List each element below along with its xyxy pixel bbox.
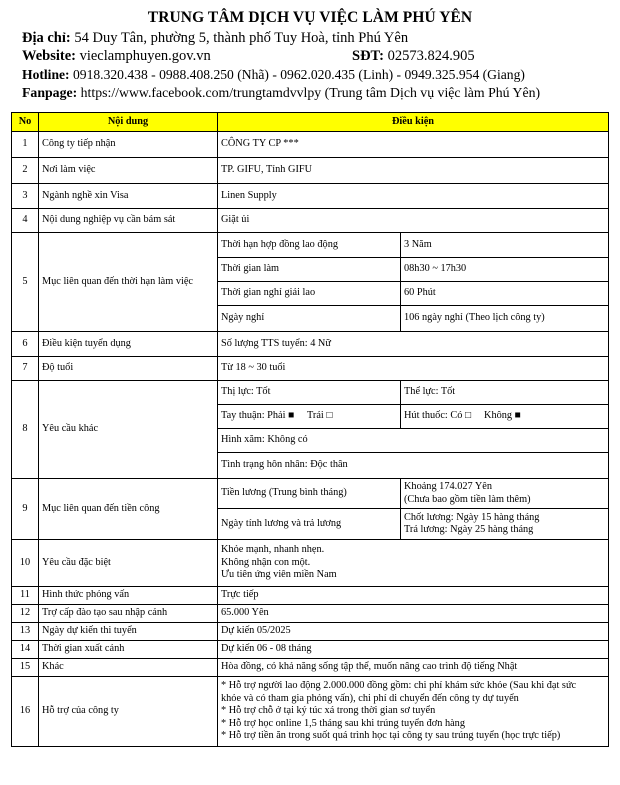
sub-value: 3 Năm [401,233,609,258]
table-row [12,623,609,641]
payday-close: Chốt lương: Ngày 15 hàng tháng [404,511,540,523]
row-label: Khác [39,659,218,677]
sub-value: 106 ngày nghỉ (Theo lịch công ty) [401,306,609,332]
table-row [12,605,609,623]
smoke-yes-checkbox: □ [464,410,472,422]
row-value: CÔNG TY CP *** [218,132,609,158]
handedness-cell [218,405,401,429]
sdt-label: SĐT: [352,48,384,64]
row-number: 14 [12,641,39,659]
table-row [12,479,609,509]
sub-label: Thời gian nghỉ giải lao [218,282,401,306]
row-label: Mục liên quan đến thời hạn làm việc [39,233,218,332]
row-value: TP. GIFU, Tỉnh GIFU [218,158,609,184]
table-row [12,233,609,258]
table-row [12,158,609,184]
table-row [12,357,609,381]
table-row [12,677,609,747]
address-label: Địa chỉ: [22,30,71,46]
row-number: 1 [12,132,39,158]
row-number: 11 [12,587,39,605]
row-number: 13 [12,623,39,641]
website-line [22,47,620,65]
row-label: Hình thức phỏng vấn [39,587,218,605]
row-label: Mục liên quan đến tiền công [39,479,218,540]
table-row [12,184,609,209]
hotline-label: Hotline: [22,67,70,82]
fanpage-value[interactable]: https://www.facebook.com/trungtamdvvlpy (Trung tâm Dịch vụ việc làm Phú Yên) [80,85,541,100]
header-condition: Điều kiện [218,113,609,132]
row-label: Yêu cầu đặc biệt [39,540,218,587]
row-number: 10 [12,540,39,587]
payday-value [401,509,609,540]
table-row [12,641,609,659]
row-value: Dự kiến 05/2025 [218,623,609,641]
fanpage-line [22,84,540,102]
row-value: Từ 18 ~ 30 tuổi [218,357,609,381]
payday-pay: Trả lương: Ngày 25 hàng tháng [404,524,534,535]
header-content: Nội dung [39,113,218,132]
row-number: 4 [12,209,39,233]
row-number: 3 [12,184,39,209]
table-row [12,587,609,605]
row-number: 2 [12,158,39,184]
row-value: Giặt ủi [218,209,609,233]
hotline-value: 0918.320.438 - 0988.408.250 (Nhã) - 0962.020.435 (Linh) - 0949.325.954 (Giang) [72,67,525,82]
support-line: * Hỗ trợ học online 1,5 tháng sau khi trúng tuyển đơn hàng [221,717,465,729]
row-label: Ngày dự kiến thi tuyển [39,623,218,641]
salary-value [401,479,609,509]
row-label: Độ tuổi [39,357,218,381]
phone-block [352,47,475,65]
support-line: * Hỗ trợ chỗ ở tại ký túc xá trong thời gian sơ tuyển [221,705,436,717]
strength-cell: Thể lực: Tốt [401,381,609,405]
special-line: Ưu tiên ứng viên miền Nam [221,569,337,581]
row-label: Thời gian xuất cảnh [39,641,218,659]
row-number: 15 [12,659,39,677]
row-label: Ngành nghề xin Visa [39,184,218,209]
smoke-label: Hút thuốc: Có [404,410,463,422]
row-value: Dự kiến 06 - 08 tháng [218,641,609,659]
row-number: 8 [12,381,39,479]
address-value: 54 Duy Tân, phường 5, thành phố Tuy Hoà, tỉnh Phú Yên [74,30,409,46]
table-row [12,132,609,158]
sub-label: Thời hạn hợp đồng lao động [218,233,401,258]
special-line: Khỏe mạnh, nhanh nhẹn. [221,544,325,556]
sub-label: Thời gian làm [218,258,401,282]
salary-label: Tiền lương (Trung bình tháng) [218,479,401,509]
row-label: Công ty tiếp nhận [39,132,218,158]
sdt-value: 02573.824.905 [387,48,475,64]
row-value: Trực tiếp [218,587,609,605]
row-label: Điều kiện tuyển dụng [39,332,218,357]
row-value [218,677,609,747]
row-label: Nội dung nghiệp vụ cần bám sát [39,209,218,233]
header-no: No [12,113,39,132]
row-value: 65.000 Yên [218,605,609,623]
row-value: Hòa đồng, có khả năng sống tập thể, muốn nâng cao trình độ tiếng Nhật [218,659,609,677]
row-value: Linen Supply [218,184,609,209]
website-label: Website: [22,48,76,64]
row-number: 6 [12,332,39,357]
row-number: 7 [12,357,39,381]
hotline-line [22,66,525,84]
sub-value: 60 Phút [401,282,609,306]
row-label: Nơi làm việc [39,158,218,184]
row-number: 5 [12,233,39,332]
support-line: * Hỗ trợ tiền ăn trong suốt quá trình học tại công ty sau trúng tuyển (học trực tiếp) [221,730,561,742]
smoke-no-checkbox: ■ [514,410,521,422]
row-number: 16 [12,677,39,747]
document-header [0,0,620,100]
fanpage-label: Fanpage: [22,85,78,100]
salary-note: (Chưa bao gồm tiền làm thêm) [404,493,531,505]
smoking-cell [401,405,609,429]
special-line: Không nhận con một. [221,556,311,568]
smoke-no-label: Không [484,410,513,422]
support-line: khỏe và có tham gia phỏng vấn), chi phí di chuyển đến công ty dự tuyển [221,692,519,704]
recruitment-table [11,112,609,747]
hand-label: Tay thuận: Phải [221,410,286,422]
table-row [12,381,609,405]
salary-amount: Khoảng 174.027 Yên [404,481,492,492]
support-line: * Hỗ trợ người lao động 2.000.000 đồng gồm: chi phí khám sức khỏe (Sau khi đạt sức [221,680,577,692]
row-value: Số lượng TTS tuyển: 4 Nữ [218,332,609,357]
hand-right-checkbox: ■ [288,410,295,422]
table-row [12,659,609,677]
website-value[interactable]: vieclamphuyen.gov.vn [79,48,211,64]
sub-value: 08h30 ~ 17h30 [401,258,609,282]
table-row [12,332,609,357]
row-label: Yêu cầu khác [39,381,218,479]
sub-label: Ngày nghỉ [218,306,401,332]
row-number: 9 [12,479,39,540]
row-label: Hỗ trợ của công ty [39,677,218,747]
row-value [218,540,609,587]
payday-label: Ngày tính lương và trả lương [218,509,401,540]
eyesight-cell: Thị lực: Tốt [218,381,401,405]
table-row [12,540,609,587]
page-title: TRUNG TÂM DỊCH VỤ VIỆC LÀM PHÚ YÊN [147,9,473,26]
tattoo-cell: Hình xăm: Không có [218,429,609,453]
table-row [12,209,609,233]
row-label: Trợ cấp đào tạo sau nhập cảnh [39,605,218,623]
address-line [22,29,408,47]
hand-left-checkbox: □ [326,410,333,422]
marital-cell: Tình trạng hôn nhân: Độc thân [218,453,609,479]
row-number: 12 [12,605,39,623]
hand-left-label: Trái [306,410,324,422]
